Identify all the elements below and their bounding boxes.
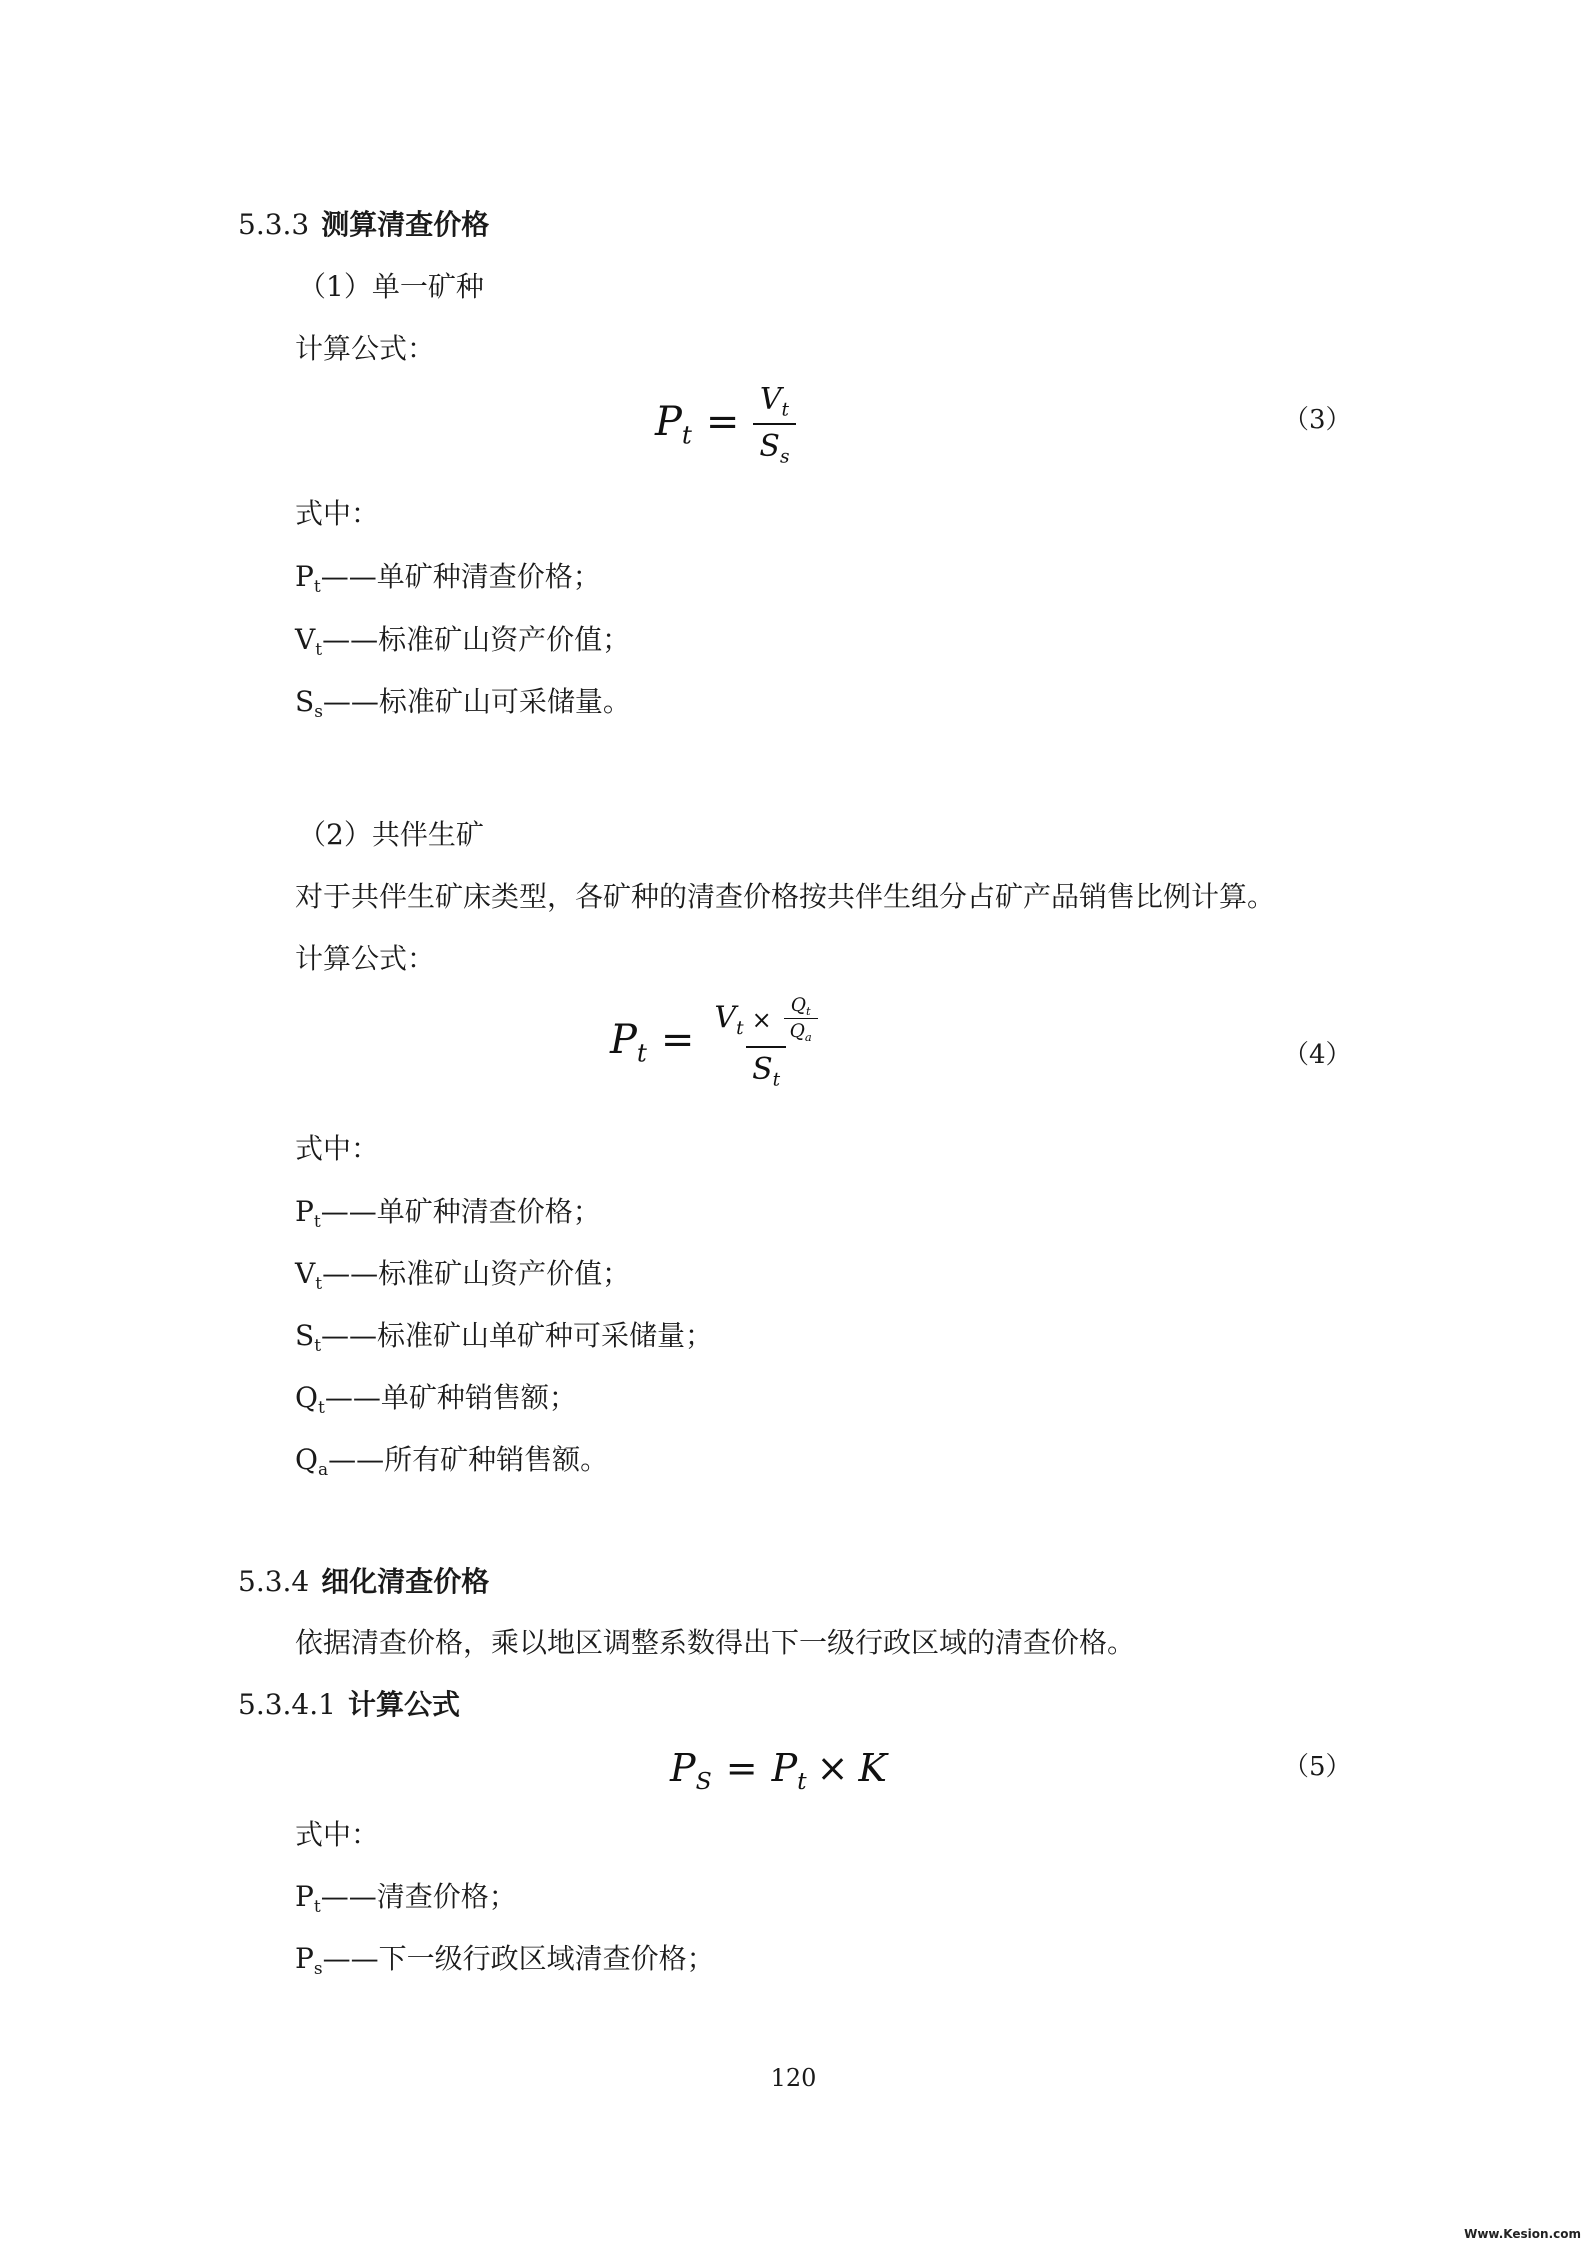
part3-intro: 依据清查价格，乘以地区调整系数得出下一级行政区域的清查价格。 (295, 1626, 1136, 1659)
part1-formula-label: 计算公式： (295, 332, 436, 365)
def-symbol: $P_s$ (295, 1942, 323, 1979)
page-number: 120 (770, 2064, 817, 2092)
part2-def-qa (295, 1443, 608, 1487)
section-heading-5-3-4 (238, 1565, 489, 1599)
part1-subtitle: （1）单一矿种 (298, 270, 484, 303)
part2-def-vt (295, 1257, 630, 1301)
formula-5-term-b: K (858, 1746, 887, 1790)
section-number: 5.3.4 (238, 1565, 310, 1598)
equation-number-5: （5） (1283, 1752, 1352, 1782)
def-symbol: $P_t$ (295, 1880, 321, 1917)
equals-sign: = (660, 1016, 695, 1063)
def-symbol: $S_t$ (295, 1319, 322, 1356)
section-title: 测算清查价格 (321, 208, 490, 241)
formula-5-lhs: $P_S$ (670, 1746, 712, 1796)
part1-def-vt (295, 623, 630, 667)
formula-3 (655, 382, 796, 467)
def-description: ——清查价格； (320, 1880, 517, 1913)
times-sign: × (816, 1746, 849, 1790)
def-symbol: $S_s$ (295, 685, 323, 722)
part2-def-st (295, 1319, 713, 1363)
formula-4-ratio (784, 995, 818, 1044)
section-heading-5-3-4-1 (238, 1688, 460, 1722)
def-description: ——单矿种销售额； (324, 1381, 577, 1414)
section-number: 5.3.3 (238, 208, 310, 241)
def-description: ——单矿种清查价格； (320, 1195, 601, 1228)
def-description: ——标准矿山可采储量。 (322, 685, 631, 718)
equation-number-4: （4） (1283, 1040, 1352, 1070)
formula-4-numerator: $V_t$ × $\frac{Q_t}{Q_a}$ (708, 995, 823, 1046)
def-description: ——标准矿山资产价值； (322, 623, 631, 656)
def-symbol: $P_t$ (295, 1195, 321, 1232)
part2-where-label: 式中： (295, 1132, 380, 1165)
def-symbol: $Q_t$ (295, 1381, 325, 1418)
part1-def-ss (295, 685, 631, 729)
formula-4 (610, 995, 824, 1091)
section-heading-5-3-3 (238, 208, 489, 242)
part2-def-pt (295, 1195, 601, 1239)
section-title: 计算公式 (347, 1688, 460, 1721)
def-description: ——标准矿山单矿种可采储量； (321, 1319, 714, 1352)
part1-def-pt (295, 560, 601, 604)
times-sign: × (751, 1005, 772, 1034)
formula-3-fraction (753, 382, 795, 467)
ratio-numerator: $Q_t$ (790, 995, 811, 1019)
formula-3-lhs: $P_t$ (655, 398, 692, 450)
section-title: 细化清查价格 (321, 1565, 490, 1598)
def-symbol: $V_t$ (295, 1257, 323, 1294)
formula-5-term-a: $P_t$ (771, 1746, 807, 1796)
def-symbol: $Q_a$ (295, 1443, 329, 1480)
formula-3-numerator: $V_t$ (759, 382, 790, 421)
equals-sign: = (725, 1746, 758, 1790)
formula-4-fraction (708, 995, 823, 1091)
formula-5 (670, 1744, 887, 1805)
def-description: ——单矿种清查价格； (320, 560, 601, 593)
part3-where-label: 式中： (295, 1818, 380, 1851)
part3-def-pt (295, 1880, 517, 1924)
formula-4-lhs: $P_t$ (610, 1016, 647, 1068)
part2-intro: 对于共伴生矿床类型，各矿种的清查价格按共伴生组分占矿产品销售比例计算。 (295, 880, 1276, 913)
part2-subtitle: （2）共伴生矿 (298, 818, 484, 851)
section-number: 5.3.4.1 (238, 1688, 336, 1721)
watermark: Www.Kesion.com (1464, 2227, 1581, 2241)
formula-4-denominator: $S_t$ (746, 1046, 786, 1091)
formula-3-denominator: $S_s$ (753, 423, 795, 468)
def-symbol: $P_t$ (295, 560, 321, 597)
def-description: ——下一级行政区域清查价格； (322, 1942, 715, 1975)
equation-number-3: （3） (1283, 405, 1352, 435)
part3-def-ps (295, 1942, 715, 1986)
def-description: ——标准矿山资产价值； (322, 1257, 631, 1290)
def-symbol: $V_t$ (295, 623, 323, 660)
part1-where-label: 式中： (295, 497, 380, 530)
part2-formula-label: 计算公式： (295, 942, 436, 975)
ratio-denominator: $Q_a$ (784, 1018, 818, 1044)
equals-sign: = (705, 398, 740, 445)
def-description: ——所有矿种销售额。 (328, 1443, 609, 1476)
part2-def-qt (295, 1381, 577, 1425)
